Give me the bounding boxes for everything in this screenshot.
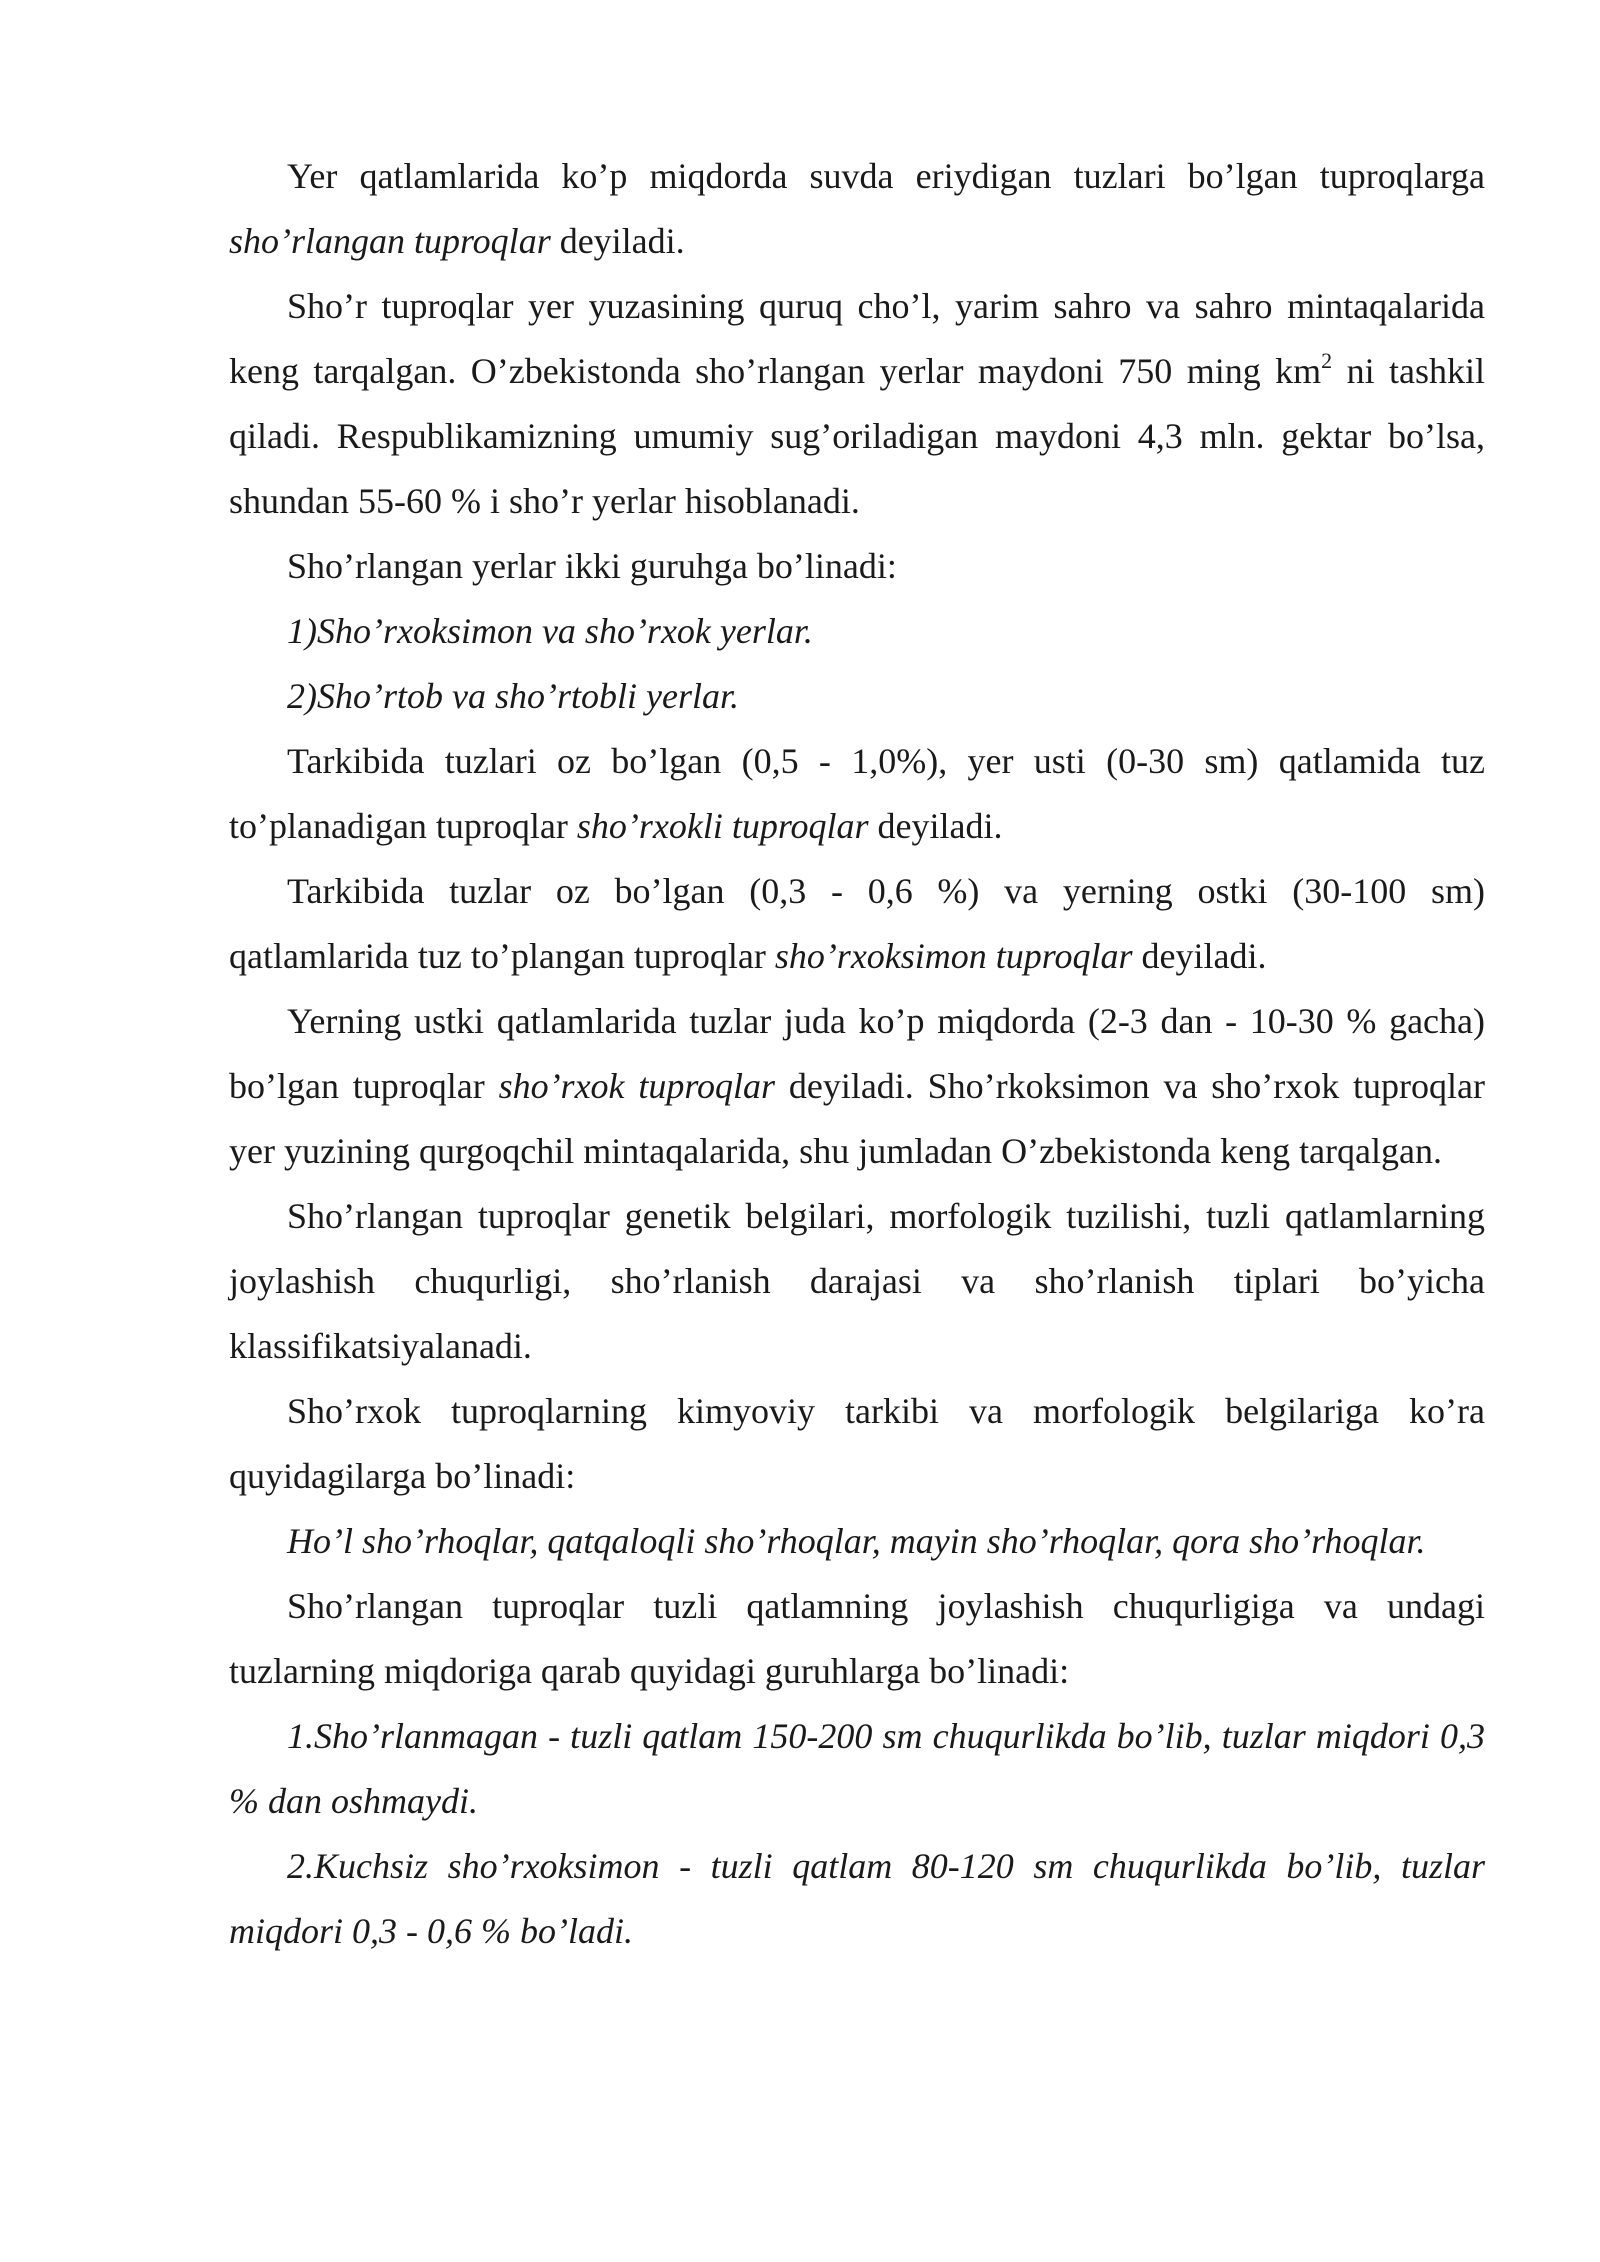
text: deyiladi.	[868, 806, 1003, 846]
italic-term: sho’rlangan tuproqlar	[229, 221, 551, 261]
text: deyiladi.	[1132, 936, 1267, 976]
paragraph-depth-groups: Sho’rlangan tuproqlar tuzli qatlamning joylashish chuqurligiga va undagi tuzlarning miqdoriga qarab quyidagi guruhlarga bo’linadi:	[229, 1586, 1485, 1691]
list-item-depth-1: 1.Sho’rlanmagan - tuzli qatlam 150-200 sm chuqurlikda bo’lib, tuzlar miqdori 0,3 % dan oshmaydi.	[229, 1716, 1485, 1821]
paragraph-shorxok	[229, 989, 1485, 1184]
paragraph-types-list: Ho’l sho’rhoqlar, qatqaloqli sho’rhoqlar, mayin sho’rhoqlar, qora sho’rhoqlar.	[287, 1521, 1426, 1561]
text: ni tashkil qiladi. Respublikamizning umumiy sug’oriladigan maydoni 4,3 mln. gektar bo’lsa, shundan 55-60 % i sho’r yerlar hisoblanadi.	[229, 351, 1485, 521]
list-item-group-1: 1)Sho’rxoksimon va sho’rxok yerlar.	[287, 611, 813, 651]
text: Yerning ustki qatlamlarida tuzlar juda ko’p miqdorda (2-3 dan - 10-30 % gacha) bo’lgan tuproqlar	[229, 1001, 1485, 1106]
italic-term: sho’rxokli tuproqlar	[576, 806, 869, 846]
paragraph-definition	[229, 144, 1485, 274]
superscript: 2	[1321, 348, 1333, 373]
italic-term: sho’rxok tuproqlar	[498, 1066, 776, 1106]
paragraph-shorxokli	[229, 729, 1485, 859]
italic-term: sho’rxoksimon tuproqlar	[774, 936, 1133, 976]
text: deyiladi.	[550, 221, 685, 261]
document-body	[229, 144, 1485, 1964]
list-item-depth-2: 2.Kuchsiz sho’rxoksimon - tuzli qatlam 80-120 sm chuqurlikda bo’lib, tuzlar miqdori 0,3 - 0,6 % bo’ladi.	[229, 1846, 1485, 1951]
text: Yer qatlamlarida ko’p miqdorda suvda eriydigan tuzlari bo’lgan tuproqlarga	[287, 156, 1485, 196]
text: Tarkibida tuzlar oz bo’lgan (0,3 - 0,6 %) va yerning ostki (30-100 sm) qatlamlarida tuz to’plangan tuproqlar	[229, 871, 1485, 976]
paragraph-shorxoksimon	[229, 859, 1485, 989]
paragraph-classification: Sho’rlangan tuproqlar genetik belgilari, morfologik tuzilishi, tuzli qatlamlarning joylashish chuqurligi, sho’rlanish darajasi va sho’rlanish tiplari bo’yicha klassifikatsiyalanadi.	[229, 1196, 1485, 1366]
text: deyiladi. Sho’rkoksimon va sho’rxok tuproqlar yer yuzining qurgoqchil mintaqalarida, shu jumladan O’zbekistonda keng tarqalgan.	[229, 1066, 1485, 1171]
paragraph-groups-intro: Sho’rlangan yerlar ikki guruhga bo’linadi:	[287, 546, 897, 586]
text: Sho’r tuproqlar yer yuzasining quruq cho’l, yarim sahro va sahro mintaqalarida keng tarqalgan. O’zbekistonda sho’rlangan yerlar maydoni 750 ming km	[229, 286, 1485, 391]
text: Tarkibida tuzlari oz bo’lgan (0,5 - 1,0%), yer usti (0-30 sm) qatlamida tuz to’planadigan tuproqlar	[229, 741, 1485, 846]
paragraph-distribution	[229, 274, 1485, 534]
paragraph-chemical: Sho’rxok tuproqlarning kimyoviy tarkibi va morfologik belgilariga ko’ra quyidagilarga bo’linadi:	[229, 1391, 1485, 1496]
list-item-group-2: 2)Sho’rtob va sho’rtobli yerlar.	[287, 676, 739, 716]
